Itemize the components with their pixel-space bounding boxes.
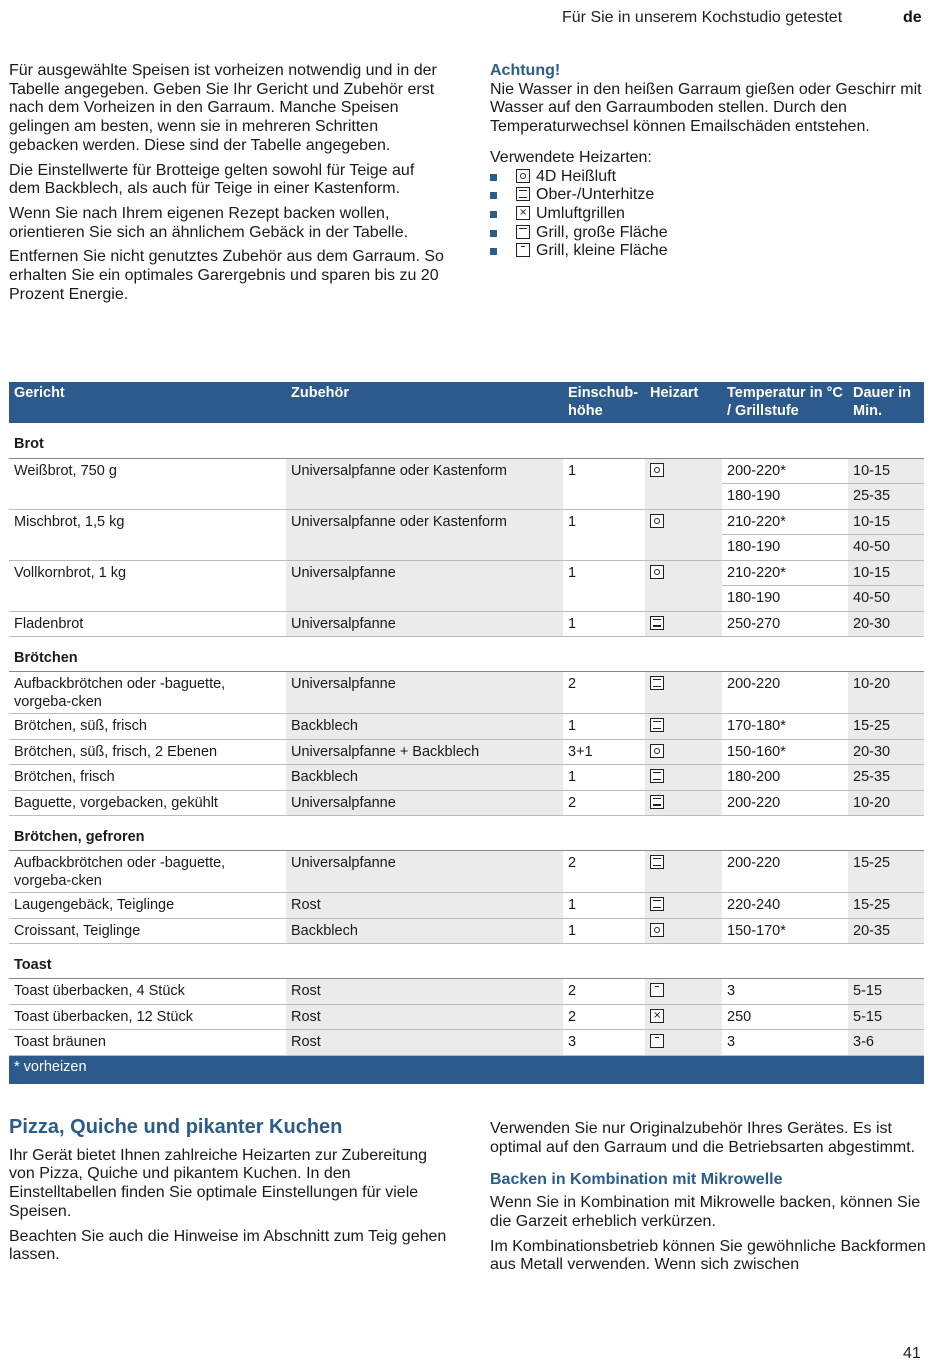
paragraph: Entfernen Sie nicht genutztes Zubehör aus dem Garraum. So erhalten Sie ein optimales Garergebnis und sparen bis zu 20 Prozent Energie. — [9, 248, 444, 303]
paragraph: Die Einstellwerte für Brotteige gelten sowohl für Teige auf dem Backblech, als auch für Teige in einer Kastenform. — [9, 161, 415, 198]
bullet — [490, 192, 497, 199]
table-row: Brötchen, frisch Backblech 1 180-200 25-35 — [9, 765, 924, 791]
table-row: Croissant, Teiglinge Backblech 1 150-170* 20-35 — [9, 918, 924, 944]
4d-hot-air-icon — [650, 463, 664, 477]
heat-mode-label: Grill, kleine Fläche — [536, 242, 668, 260]
table-row: Laugengebäck, Teiglinge Rost 1 220-240 15-25 — [9, 893, 924, 919]
heat-modes-intro: Verwendete Heizarten: — [490, 148, 652, 166]
bullet — [490, 230, 497, 237]
table-row: Aufbackbrötchen oder -baguette, vorgeba-cken Universalpfanne 2 200-220 10-20 — [9, 672, 924, 714]
list-item — [490, 242, 930, 261]
table-row: Toast überbacken, 12 Stück Rost 2 ⨯ 250 5-15 — [9, 1004, 924, 1030]
top-bottom-heat-icon — [650, 718, 664, 732]
microwave-section — [490, 1120, 930, 1281]
paragraph: Für ausgewählte Speisen ist vorheizen notwendig und in der Tabelle angegeben. Geben Sie Ihr Gericht und Zubehör erst nach dem Vorheizen in den Garraum. Manche Speisen gelingen am besten, wenn sie in mehreren Schritten gebacken werden. Diese sind der Tabelle angegeben. — [9, 62, 437, 154]
col-header-zubehoer: Zubehör — [286, 382, 563, 423]
warning-column — [490, 62, 930, 261]
4d-hot-air-icon — [516, 169, 530, 183]
table-row: 180-190 40-50 — [9, 535, 924, 561]
circulated-air-grill-icon: ⨯ — [650, 1009, 664, 1023]
list-item — [490, 168, 930, 187]
heat-modes-list — [490, 168, 930, 261]
paragraph: Im Kombinationsbetrieb können Sie gewöhnliche Backformen aus Metall verwenden. Wenn sich zwischen — [490, 1237, 926, 1274]
table-row: Vollkornbrot, 1 kg Universalpfanne 1 210-220* 10-15 — [9, 560, 924, 586]
col-header-temperatur: Temperatur in °C / Grillstufe — [722, 382, 848, 423]
grill-small-icon — [650, 983, 664, 997]
col-header-gericht: Gericht — [9, 382, 286, 423]
table-footnote-row: * vorheizen — [9, 1055, 924, 1084]
category-row: Brötchen, gefroren — [9, 816, 924, 851]
col-header-heizart: Heizart — [645, 382, 722, 423]
category-row: Toast — [9, 944, 924, 979]
list-item — [490, 224, 930, 243]
table-row: Mischbrot, 1,5 kg Universalpfanne oder Kastenform 1 210-220* 10-15 — [9, 509, 924, 535]
4d-hot-air-icon — [650, 923, 664, 937]
table-row: Toast bräunen Rost 3 3 3-6 — [9, 1030, 924, 1056]
heat-mode-label: Umluftgrillen — [536, 204, 625, 222]
top-bottom-heat-icon — [650, 897, 664, 911]
baking-table — [9, 382, 924, 1084]
top-bottom-heat-icon — [650, 795, 664, 809]
circulated-air-grill-icon: ⨯ — [516, 206, 530, 220]
bullet — [490, 211, 497, 218]
table-row: Weißbrot, 750 g Universalpfanne oder Kastenform 1 200-220* 10-15 — [9, 458, 924, 484]
4d-hot-air-icon — [650, 744, 664, 758]
warning-title: Achtung! — [490, 62, 561, 79]
4d-hot-air-icon — [650, 565, 664, 579]
top-bottom-heat-icon — [516, 187, 530, 201]
table-header-row — [9, 382, 924, 423]
heat-mode-label: 4D Heißluft — [536, 167, 617, 185]
top-bottom-heat-icon — [650, 676, 664, 690]
heat-mode-label: Ober-/Unterhitze — [536, 186, 655, 204]
intro-column — [9, 62, 449, 310]
table-row: Toast überbacken, 4 Stück Rost 2 3 5-15 — [9, 979, 924, 1005]
category-row: Brot — [9, 423, 924, 458]
paragraph: Wenn Sie in Kombination mit Mikrowelle backen, können Sie die Garzeit erheblich verkürzen. — [490, 1194, 921, 1230]
grill-small-icon — [516, 243, 530, 257]
bullet — [490, 174, 497, 181]
top-bottom-heat-icon — [650, 616, 664, 630]
category-row: Brötchen — [9, 637, 924, 672]
top-bottom-heat-icon — [650, 769, 664, 783]
subsection-title: Backen in Kombination mit Mikrowelle — [490, 1171, 783, 1189]
language-tag: de — [903, 9, 922, 26]
page-number: 41 — [903, 1345, 921, 1362]
grill-small-icon — [650, 1034, 664, 1048]
paragraph: Beachten Sie auch die Hinweise im Abschnitt zum Teig gehen lassen. — [9, 1227, 447, 1264]
paragraph: Wenn Sie nach Ihrem eigenen Rezept backen wollen, orientieren Sie sich an ähnlichem Gebäck in der Tabelle. — [9, 204, 409, 241]
table-row: 180-190 40-50 — [9, 586, 924, 612]
page-header-title: Für Sie in unserem Kochstudio getestet — [562, 9, 843, 26]
col-header-dauer: Dauer in Min. — [848, 382, 924, 423]
pizza-section — [9, 1118, 449, 1271]
list-item — [490, 186, 930, 205]
paragraph: Ihr Gerät bietet Ihnen zahlreiche Heizarten zur Zubereitung von Pizza, Quiche und pikantem Kuchen. In den Einstelltabellen finden Sie optimale Einstellungen für viele Speisen. — [9, 1146, 428, 1220]
table-row: Aufbackbrötchen oder -baguette, vorgeba-cken Universalpfanne 2 200-220 15-25 — [9, 851, 924, 893]
heat-mode-label: Grill, große Fläche — [536, 223, 668, 241]
grill-large-icon — [516, 225, 530, 239]
section-title: Pizza, Quiche und pikanter Kuchen — [9, 1116, 343, 1138]
table-row: 180-190 25-35 — [9, 484, 924, 510]
table-row: Brötchen, süß, frisch Backblech 1 170-180* 15-25 — [9, 714, 924, 740]
col-header-einschub: Einschub- höhe — [563, 382, 645, 423]
4d-hot-air-icon — [650, 514, 664, 528]
table-row: Fladenbrot Universalpfanne 1 250-270 20-30 — [9, 611, 924, 637]
bullet — [490, 248, 497, 255]
table-row: Brötchen, süß, frisch, 2 Ebenen Universalpfanne + Backblech 3+1 150-160* 20-30 — [9, 739, 924, 765]
warning-text: Nie Wasser in den heißen Garraum gießen oder Geschirr mit Wasser auf den Garraumboden stellen. Durch den Temperaturwechsel können Emailschäden entstehen. — [490, 80, 922, 136]
top-bottom-heat-icon — [650, 855, 664, 869]
list-item — [490, 205, 930, 224]
paragraph: Verwenden Sie nur Originalzubehör Ihres Gerätes. Es ist optimal auf den Garraum und die Betriebsarten abgestimmt. — [490, 1120, 916, 1156]
table-row: Baguette, vorgebacken, gekühlt Universalpfanne 2 200-220 10-20 — [9, 790, 924, 816]
